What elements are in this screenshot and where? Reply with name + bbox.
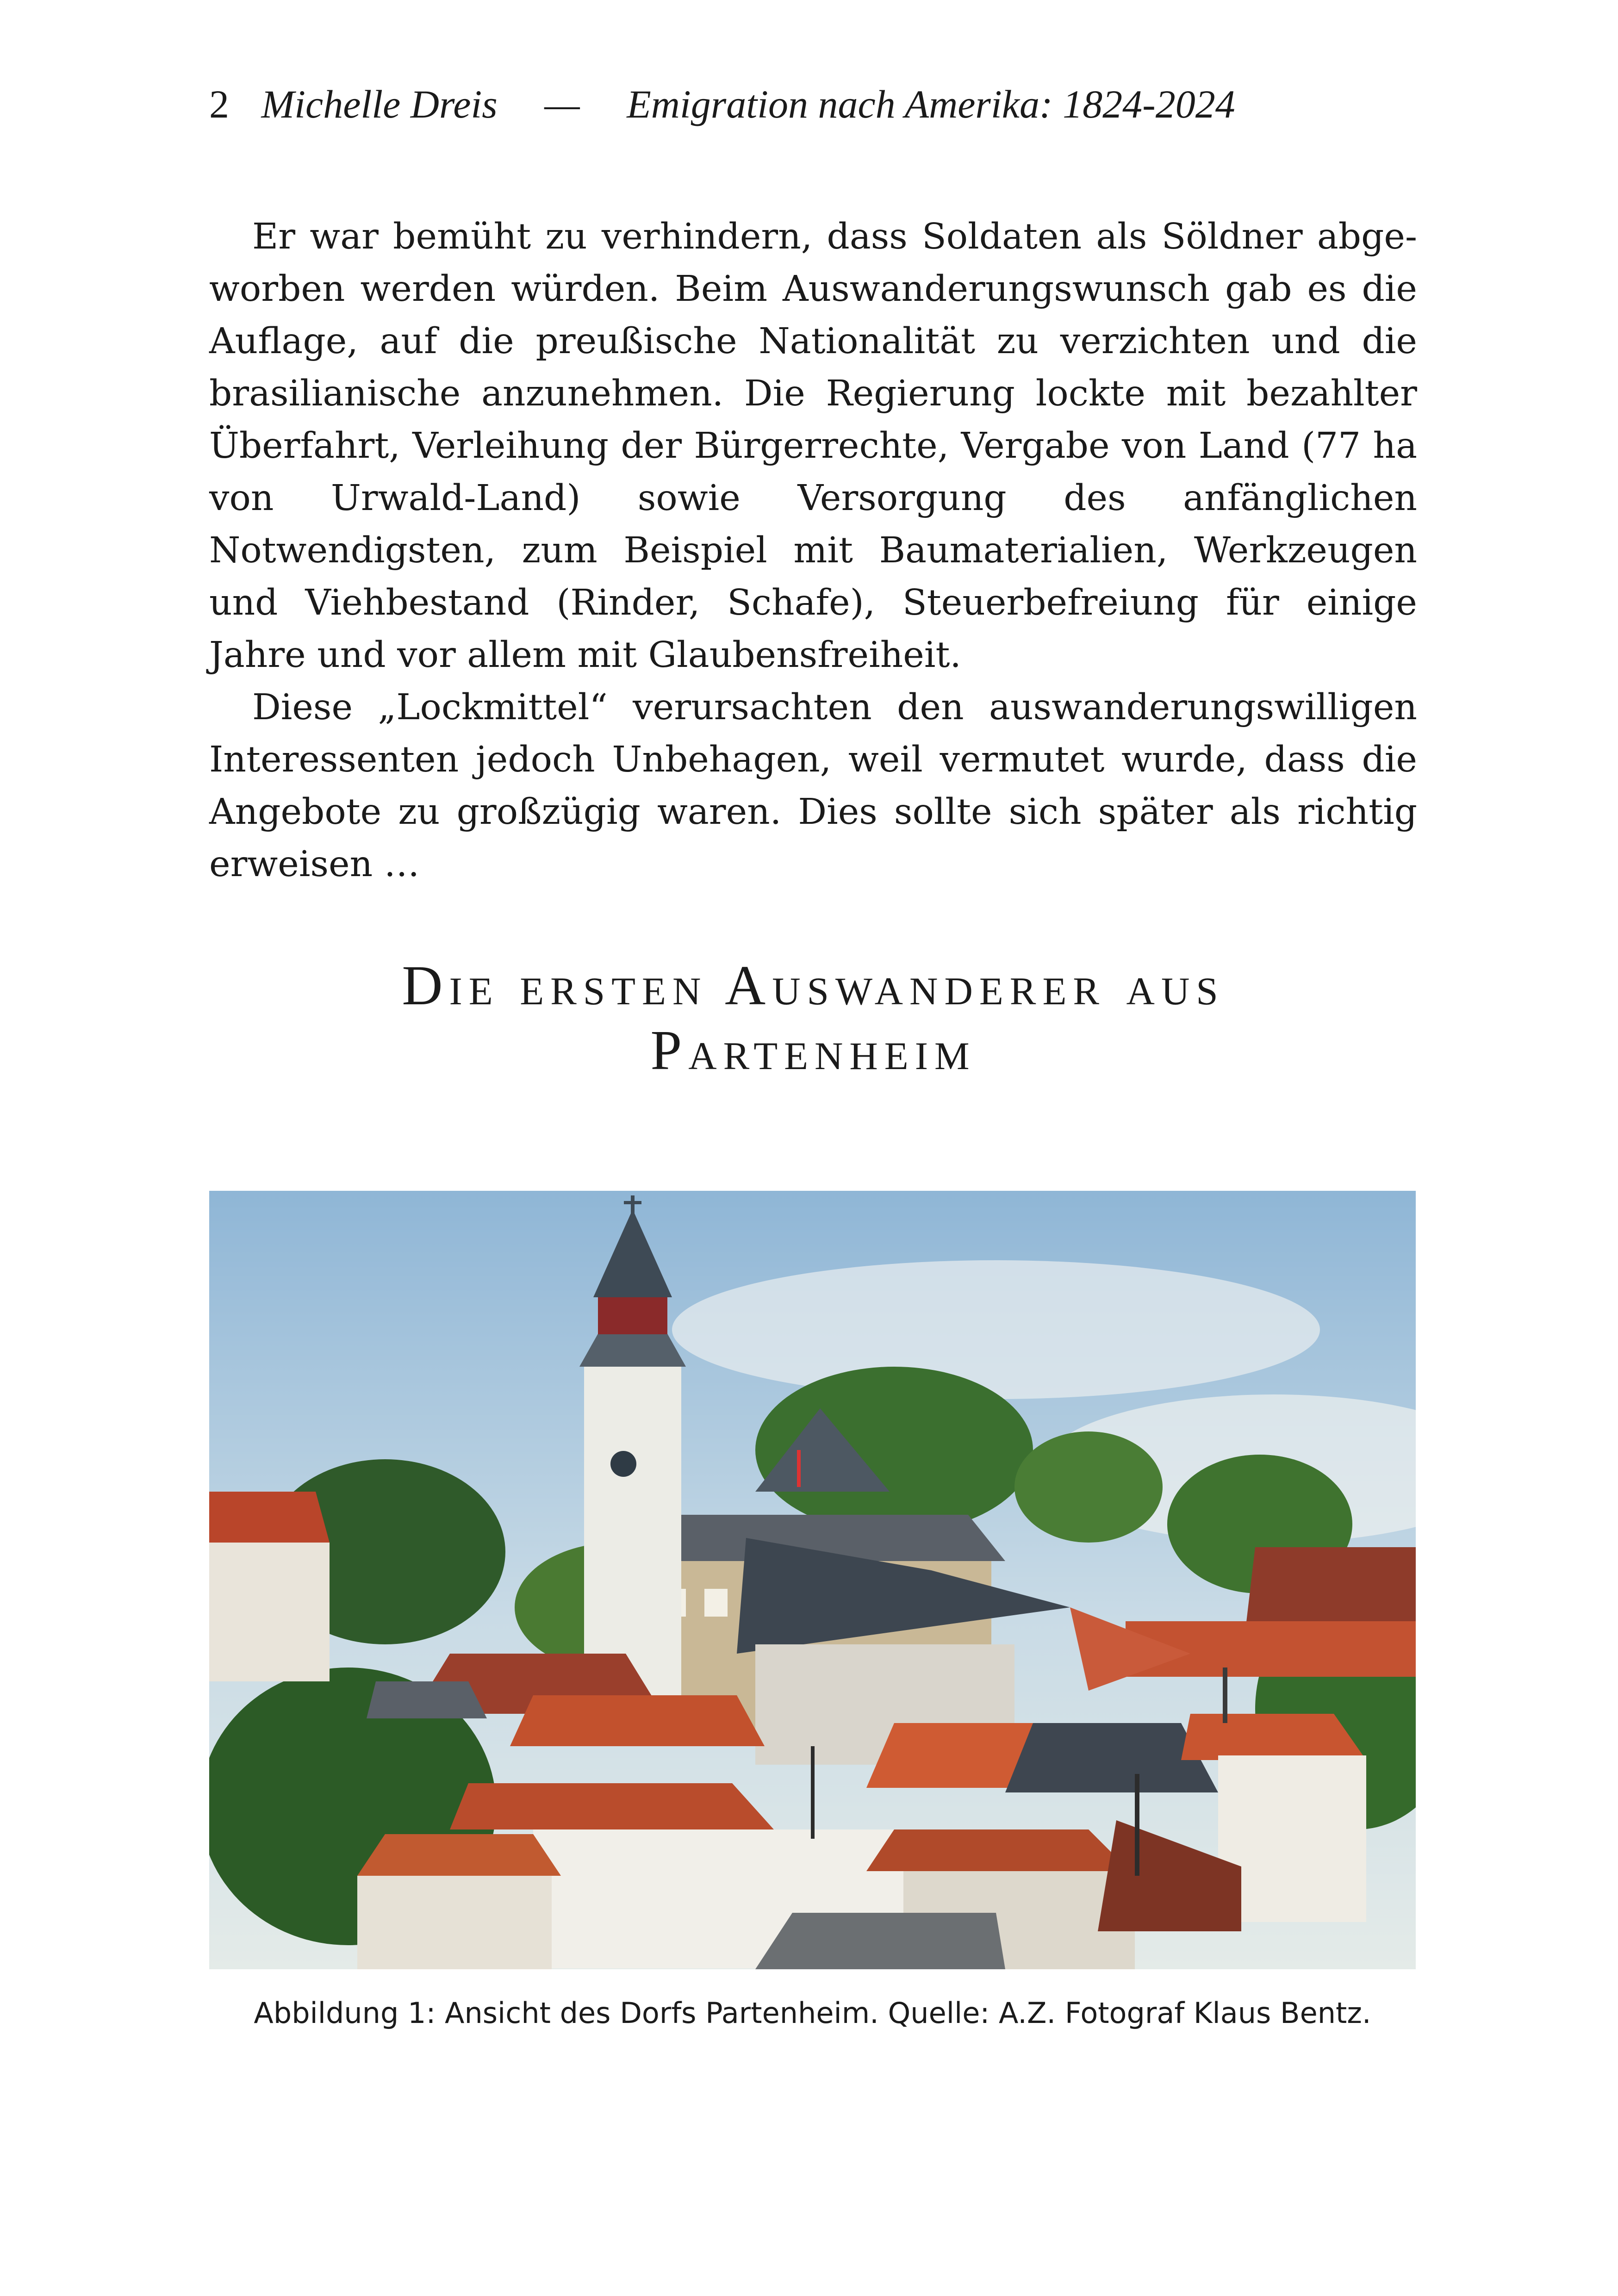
section-heading <box>209 953 1417 1083</box>
page-number: 2 <box>209 82 229 126</box>
village-photo <box>209 1191 1416 1969</box>
running-header <box>209 79 1413 130</box>
header-title: Emigration nach Amerika: 1824-2024 <box>627 82 1235 126</box>
figure-caption: Abbildung 1: Ansicht des Dorfs Partenheim. Quelle: A.Z. Fotograf Klaus Bentz. <box>254 1996 1371 2030</box>
header-separator: — <box>544 82 580 126</box>
paragraph-1: Er war bemüht zu verhindern, dass Soldaten als Söldner abgeworben werden würden. Beim Auswanderungswunsch gab es die Auflage, auf die preußische Nationalität zu verzichten und die brasilianische anzunehmen. Die Regierung lockte mit bezahlter Überfahrt, Verleihung der Bürgerrechte, Vergabe von Land (77 ha von Urwald-Land) sowie Versorgung des anfänglichen Notwendigsten, zum Beispiel mit Baumaterialien, Werkzeugen und Viehbestand (Rinder, Schafe), Steuerbefreiung für einige Jahre und vor allem mit Glaubensfreiheit. <box>209 216 1417 676</box>
paragraph-2: Diese „Lockmittel“ verursachten den auswanderungswilligen Interessenten jedoch Unbehagen, weil vermutet wurde, dass die Angebote zu großzügig waren. Dies sollte sich später als richtig erweisen … <box>209 687 1417 885</box>
section-heading-line-1: Die ersten Auswanderer aus <box>402 954 1225 1017</box>
body-text <box>209 211 1417 890</box>
section-heading-line-2: Partenheim <box>650 1019 976 1082</box>
header-author: Michelle Dreis <box>261 82 498 126</box>
